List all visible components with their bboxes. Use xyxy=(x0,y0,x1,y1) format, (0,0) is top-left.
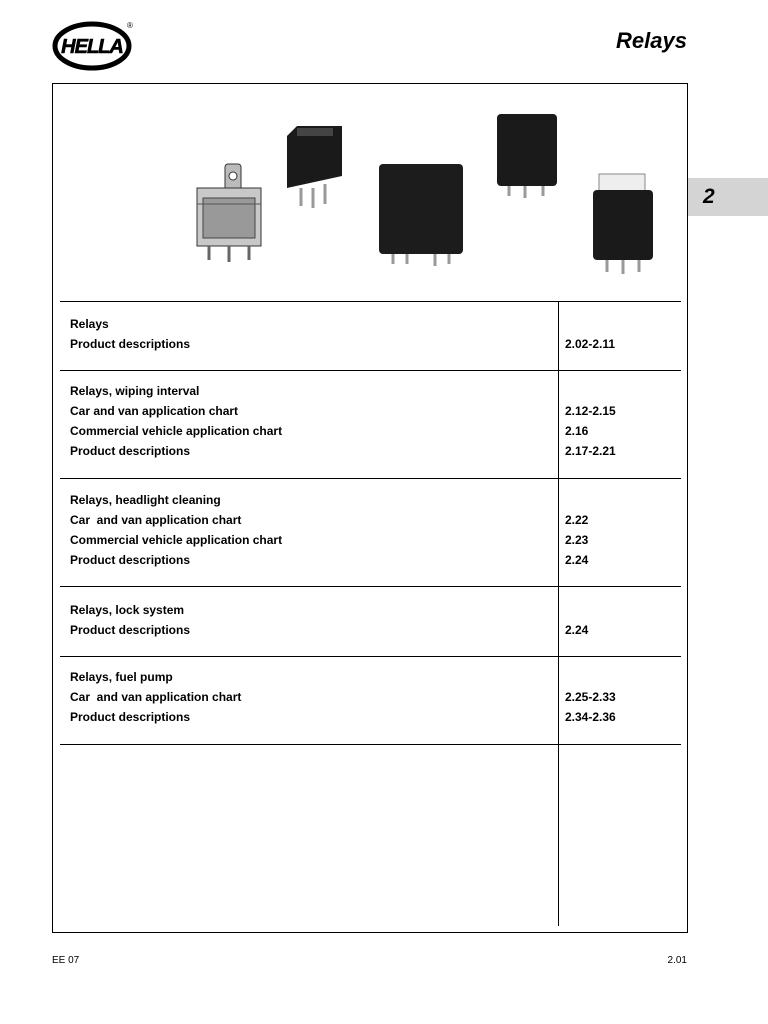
column-divider xyxy=(558,301,559,926)
toc-heading: Relays, wiping interval xyxy=(70,384,200,398)
divider xyxy=(60,370,681,371)
toc-entry-label: Commercial vehicle application chart xyxy=(70,533,283,547)
divider xyxy=(60,478,681,479)
toc-entry-label: Product descriptions xyxy=(70,444,191,458)
divider xyxy=(60,656,681,657)
relay-image-5 xyxy=(593,174,653,274)
page-title: Relays xyxy=(616,28,687,53)
toc-entry-pages: 2.17-2.21 xyxy=(565,444,616,458)
toc-entry-pages: 2.12-2.15 xyxy=(565,404,616,418)
section-tab: 2 xyxy=(688,178,768,216)
page-number: 2.01 xyxy=(667,955,687,966)
content-frame xyxy=(52,83,688,933)
toc-entry-label: Car and van application chart xyxy=(70,690,242,704)
toc-heading: Relays, lock system xyxy=(70,603,185,617)
toc-entry-pages: 2.16 xyxy=(565,424,589,438)
hella-logo xyxy=(52,20,136,72)
footer-code: EE 07 xyxy=(52,955,80,966)
toc-entry-pages: 2.24 xyxy=(565,623,589,637)
toc-entry-label: Product descriptions xyxy=(70,710,191,724)
toc-entry-pages: 2.25-2.33 xyxy=(565,690,616,704)
toc-entry-label: Car and van application chart xyxy=(70,513,242,527)
relay-image-2 xyxy=(287,126,342,208)
toc-entry-pages: 2.02-2.11 xyxy=(565,337,616,351)
toc-heading: Relays, headlight cleaning xyxy=(70,493,221,507)
relay-image-4 xyxy=(497,114,557,198)
toc-entry-label: Car and van application chart xyxy=(70,404,239,418)
toc-entry-pages: 2.24 xyxy=(565,553,589,567)
registered-mark: ® xyxy=(127,21,133,30)
toc-entry-label: Product descriptions xyxy=(70,553,191,567)
toc-entry-pages: 2.34-2.36 xyxy=(565,710,616,724)
relay-image-3 xyxy=(379,164,463,266)
logo-wordmark: HELLA xyxy=(61,36,123,58)
toc-entry-label: Product descriptions xyxy=(70,623,191,637)
toc-entry-pages: 2.23 xyxy=(565,533,589,547)
toc-entry-label: Commercial vehicle application chart xyxy=(70,424,283,438)
toc-entry-label: Product descriptions xyxy=(70,337,191,351)
relay-photos xyxy=(53,84,687,299)
divider xyxy=(60,586,681,587)
toc-heading: Relays, fuel pump xyxy=(70,670,173,684)
relay-image-1 xyxy=(197,164,261,262)
divider xyxy=(60,744,681,745)
toc-heading: Relays xyxy=(70,317,109,331)
toc-entry-pages: 2.22 xyxy=(565,513,589,527)
divider xyxy=(60,301,681,302)
